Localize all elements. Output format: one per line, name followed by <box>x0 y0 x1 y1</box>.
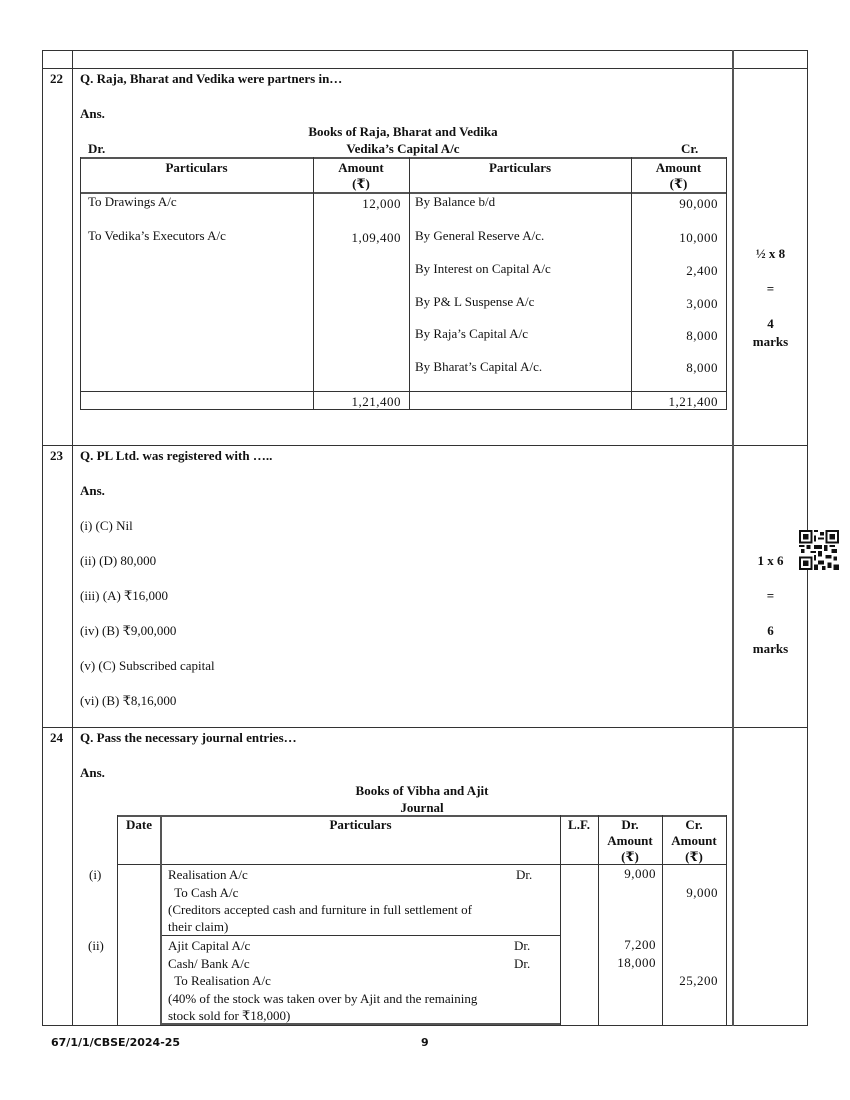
ledger-credit-amount: 8,000 <box>686 328 718 343</box>
account-title: Vedika’s Capital A/c <box>346 141 460 156</box>
footer-code: 67/1/1/CBSE/2024-25 <box>51 1036 181 1049</box>
mcq-answer: (iii) (A) ₹16,000 <box>80 588 169 603</box>
dr-amount: 7,200 <box>624 937 656 952</box>
ledger-credit-particular: By General Reserve A/c. <box>415 228 545 243</box>
dr-mark: Dr. <box>514 956 531 971</box>
mcq-answer: (v) (C) Subscribed capital <box>80 658 215 673</box>
journal-col-divider <box>560 815 561 1025</box>
dr-amount: 9,000 <box>624 866 656 881</box>
ledger-debit-particular: To Drawings A/c <box>88 194 177 209</box>
question-number: 24 <box>50 730 63 745</box>
journal-line: To Cash A/c <box>168 885 239 900</box>
header-currency-cr: (₹) <box>669 176 688 191</box>
ledger-debit-amount: 1,09,400 <box>351 230 401 245</box>
ledger-credit-amount: 90,000 <box>679 196 718 211</box>
row-divider <box>42 445 808 446</box>
cr-amount: 9,000 <box>686 885 718 900</box>
header-currency-dr: (₹) <box>352 176 370 191</box>
mcq-answer: (iv) (B) ₹9,00,000 <box>80 623 177 638</box>
ans-label: Ans. <box>80 106 105 121</box>
question-number: 22 <box>50 71 63 86</box>
mcq-answer: (vi) (B) ₹8,16,000 <box>80 693 177 708</box>
ledger-debit-amount: 12,000 <box>362 196 401 211</box>
header-particulars-cr: Particulars <box>488 160 552 175</box>
narration: (40% of the stock was taken over by Ajit and the remaining <box>168 991 478 1006</box>
cr-label: Cr. <box>681 141 699 156</box>
ledger-border-left <box>80 157 81 410</box>
ledger-col-divider <box>313 157 314 410</box>
books-title: Books of Vibha and Ajit <box>355 783 489 798</box>
header-amount-cr: Amount <box>655 160 702 175</box>
qr-code-icon <box>799 530 839 570</box>
table-border-top <box>42 50 808 51</box>
question-text: Q. Raja, Bharat and Vedika were partners in… <box>80 71 343 86</box>
entry-label: (i) <box>89 867 102 882</box>
narration: stock sold for ₹18,000) <box>168 1008 291 1023</box>
ledger-border-top <box>80 157 727 159</box>
table-border-left <box>42 50 43 1026</box>
dr-amount: 18,000 <box>617 955 656 970</box>
header-particulars-dr: Particulars <box>165 160 228 175</box>
journal-border-left <box>117 815 118 1025</box>
header-cr: Cr. <box>685 817 703 832</box>
ledger-total-divider <box>80 391 727 392</box>
journal-line: To Realisation A/c <box>168 973 271 988</box>
ledger-credit-total: 1,21,400 <box>668 394 718 409</box>
ans-label: Ans. <box>80 483 105 498</box>
ledger-credit-particular: By Raja’s Capital A/c <box>415 326 529 341</box>
narration: (Creditors accepted cash and furniture in full settlement of <box>168 902 472 917</box>
table-border-bottom <box>42 1025 808 1026</box>
column-divider <box>732 50 734 1026</box>
ledger-header-divider <box>80 192 727 194</box>
mcq-answer: (i) (C) Nil <box>80 518 133 533</box>
question-number: 23 <box>50 448 63 463</box>
header-date: Date <box>126 817 152 832</box>
header-dr: Dr. <box>621 817 639 832</box>
column-divider <box>72 50 73 1026</box>
row-divider <box>42 727 808 728</box>
ledger-credit-amount: 2,400 <box>686 263 718 278</box>
question-text: Q. PL Ltd. was registered with ….. <box>80 448 273 463</box>
ledger-credit-amount: 3,000 <box>686 296 718 311</box>
cr-amount: 25,200 <box>679 973 718 988</box>
ledger-credit-amount: 10,000 <box>679 230 718 245</box>
marks-equals: = <box>766 588 775 603</box>
journal-entry-divider <box>161 935 560 936</box>
ledger-credit-particular: By Balance b/d <box>415 194 496 209</box>
ledger-credit-amount: 8,000 <box>686 360 718 375</box>
ledger-credit-particular: By Bharat’s Capital A/c. <box>415 359 543 374</box>
marks-equals: = <box>766 281 775 296</box>
question-text: Q. Pass the necessary journal entries… <box>80 730 297 745</box>
ledger-debit-particular: To Vedika’s Executors A/c <box>88 228 226 243</box>
header-dr-currency: (₹) <box>621 849 639 864</box>
header-lf: L.F. <box>568 817 590 832</box>
header-cr-amount: Amount <box>671 833 717 848</box>
journal-line: Realisation A/c <box>168 867 248 882</box>
header-cr-currency: (₹) <box>685 849 703 864</box>
marks-total: 6 <box>767 623 774 638</box>
ledger-border-bottom <box>80 409 727 410</box>
marks-label: marks <box>752 334 789 349</box>
journal-border-right <box>726 815 727 1025</box>
ledger-border-right <box>726 157 727 410</box>
ans-label: Ans. <box>80 765 105 780</box>
header-amount-dr: Amount <box>338 160 384 175</box>
header-dr-amount: Amount <box>607 833 653 848</box>
header-particulars: Particulars <box>329 817 392 832</box>
journal-line: Cash/ Bank A/c <box>168 956 250 971</box>
dr-label: Dr. <box>88 141 106 156</box>
entry-label: (ii) <box>88 938 104 953</box>
dr-mark: Dr. <box>516 867 533 882</box>
marks-total: 4 <box>767 316 774 331</box>
ledger-credit-particular: By Interest on Capital A/c <box>415 261 551 276</box>
row-divider <box>42 68 808 69</box>
marks-formula: 1 x 6 <box>757 553 784 568</box>
marks-formula: ½ x 8 <box>755 246 786 261</box>
ledger-debit-total: 1,21,400 <box>351 394 401 409</box>
ledger-col-divider <box>409 157 410 410</box>
journal-line: Ajit Capital A/c <box>168 938 251 953</box>
journal-col-divider <box>160 815 162 1025</box>
narration: their claim) <box>168 919 229 934</box>
books-title: Books of Raja, Bharat and Vedika <box>308 124 498 139</box>
dr-mark: Dr. <box>514 938 531 953</box>
mcq-answer: (ii) (D) 80,000 <box>80 553 157 568</box>
marks-label: marks <box>752 641 789 656</box>
journal-title: Journal <box>400 800 444 815</box>
ledger-credit-particular: By P& L Suspense A/c <box>415 294 535 309</box>
page-number: 9 <box>421 1036 429 1049</box>
